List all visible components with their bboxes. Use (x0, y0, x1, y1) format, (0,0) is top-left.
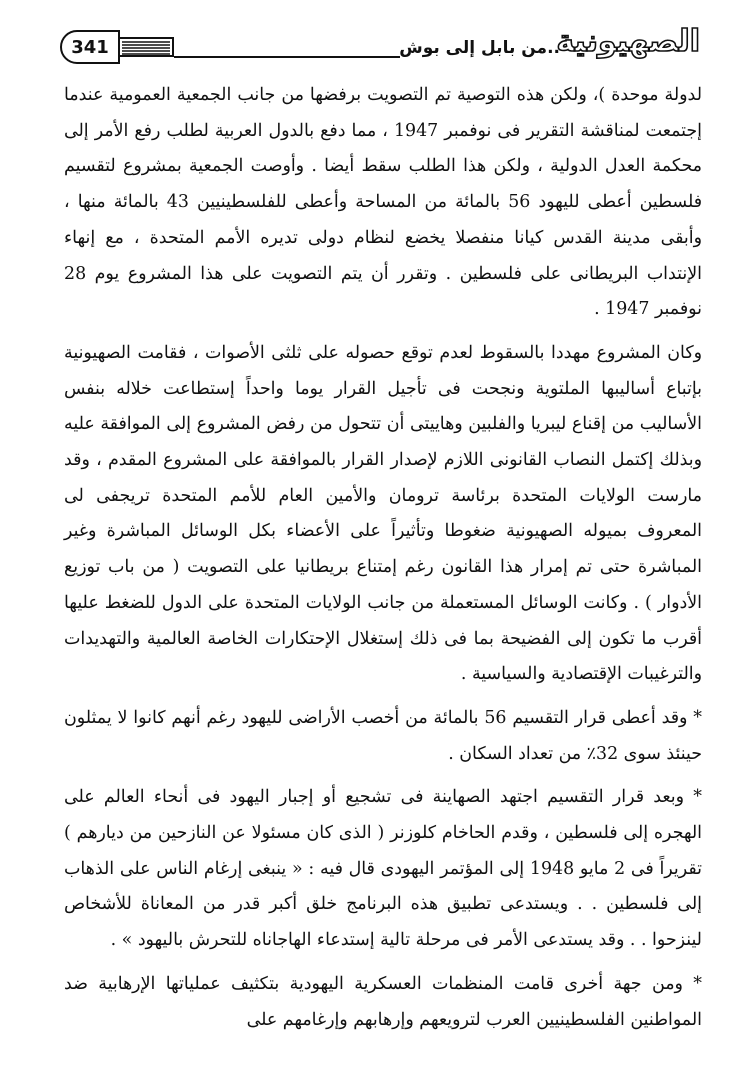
page-number: 341 (60, 30, 120, 64)
running-title: الصهيونية (556, 24, 700, 59)
paragraph: * وبعد قرار التقسيم اجتهد الصهاينة فى تشجيع أو إجبار اليهود فى أنحاء العالم على الهجره إلى فلسطين ، وقدم الحاخام كلوزنر ( الذى كان مسئولا عن النازحين من ديارهم ) تقريراً فى 2 مايو 1948 إلى المؤتمر اليهودى قال فيه : « ينبغى إرغام الناس على الذهاب إلى فلسطين . . ويستدعى تطبيق هذه البرنامج خلق أكبر قدر من المعاناة للأشخاص لينزحوا . . وقد يستدعى الأمر فى مرحلة تالية إستدعاء الهاجاناه للتحرش باليهود » . (64, 787, 702, 951)
body-text (64, 78, 702, 1038)
page-header (60, 26, 700, 70)
running-subtitle: ..من بابل إلى بوش (399, 38, 560, 58)
paragraph: * ومن جهة أخرى قامت المنظمات العسكرية اليهودية بتكثيف عملياتها الإرهابية ضد المواطنين الفلسطينيين العرب لترويعهم وإرهابهم وإرغامهم على (64, 973, 702, 1030)
paragraph: لدولة موحدة )، ولكن هذه التوصية تم التصويت برفضها من جانب الجمعية العمومية عندما إجتمعت لمناقشة التقرير فى نوفمبر 1947 ، مما دفع بالدول العربية لطلب رفع الأمر إلى محكمة العدل الدولية ، ولكن هذا الطلب سقط أيضا . وأوصت الجمعية بمشروع لتقسيم فلسطين أعطى لليهود 56 بالمائة من المساحة وأعطى للفلسطينيين 43 بالمائة منها ، وأبقى مدينة القدس كيانا منفصلا يخضع لنظام دولى تديره الأمم المتحدة ، مع إنهاء الإنتداب البريطانى على فلسطين . وتقرر أن يتم التصويت على هذا المشروع يوم 28 نوفمبر 1947 . (64, 85, 703, 320)
book-icon (118, 36, 174, 58)
paragraph: وكان المشروع مهددا بالسقوط لعدم توقع حصوله على ثلثى الأصوات ، فقامت الصهيونية بإتباع أساليبها الملتوية ونجحت فى تأجيل القرار يوما واحداً إستطاعت خلاله بنفس الأساليب من إقناع ليبريا والفلبين وهاييتى أن تتحول من رفض المشروع إلى الموافقة عليه وبذلك إكتمل النصاب القانونى اللازم لإصدار القرار بالموافقة على المشروع المقدم ، وقد مارست الولايات المتحدة برئاسة ترومان والأمين العام للأمم المتحدة تريجفى لى المعروف بميوله الصهيونية ضغوطا وتأثيراً على الأعضاء بكل الوسائل المباشرة وغير المباشرة حتى تم إمرار هذا القانون رغم إمتناع بريطانيا على التصويت ( من باب توزيع الأدوار ) . وكانت الوسائل المستعملة من جانب الولايات المتحدة على الدول للضغط عليها أقرب ما تكون إلى الفضيحة بما فى ذلك إستغلال الإحتكارات الخاصة العالمية والتهديدات والترغيبات الإقتصادية والسياسية . (64, 342, 703, 685)
paragraph: * وقد أعطى قرار التقسيم 56 بالمائة من أخصب الأراضى لليهود رغم أنهم كانوا لا يمثلون حينئذ سوى 32٪ من تعداد السكان . (64, 707, 702, 764)
header-rule (174, 56, 400, 58)
